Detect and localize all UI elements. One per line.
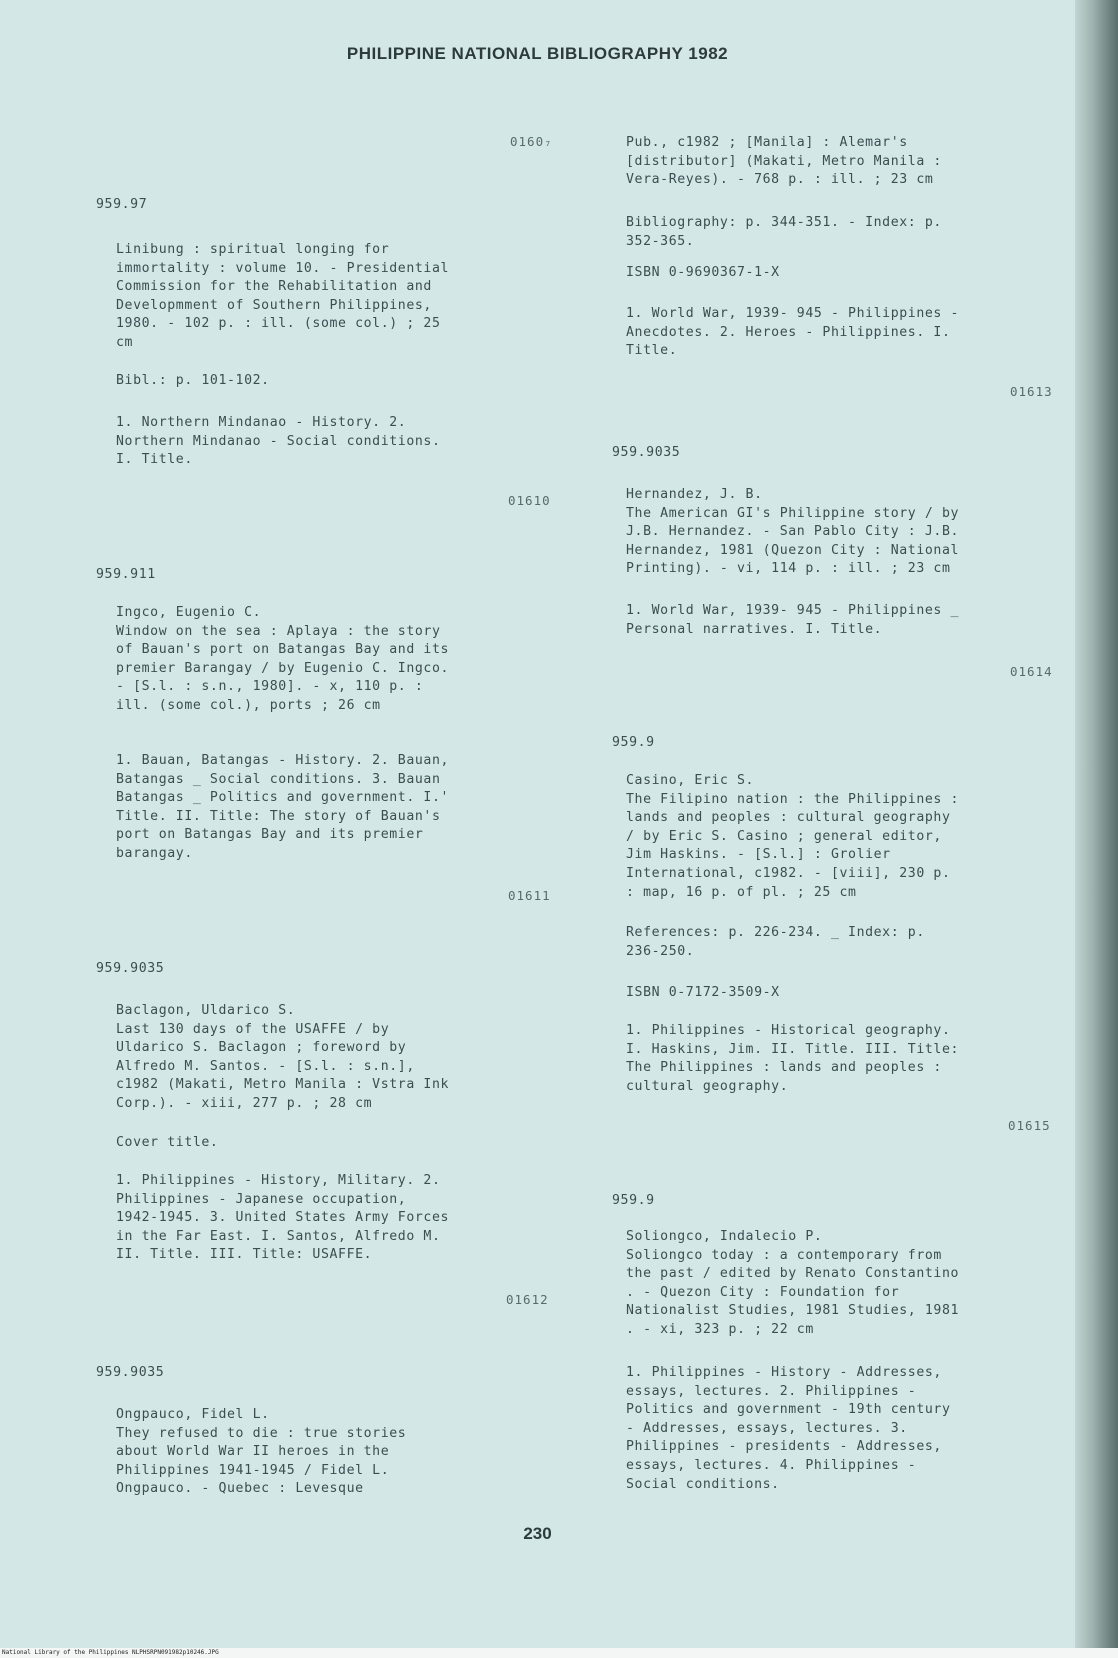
entry-notes: References: p. 226-234. _ Index: p. 236-250. <box>626 925 925 959</box>
page-number: 230 <box>523 1524 552 1543</box>
class-number: 959.9 <box>612 1193 655 1208</box>
book-spine-shadow <box>1075 0 1118 1648</box>
entry-isbn: ISBN 0-9690367-1-X <box>626 265 780 280</box>
entry-isbn: ISBN 0-7172-3509-X <box>626 985 780 1000</box>
control-number: 0160₇ <box>510 134 553 149</box>
entry-description: Ingco, Eugenio C. Window on the sea : Aplaya : the story of Bauan's port on Batangas Bay and its premier Barangay / by Eugenio C. Ingco. - [S.l. : s.n., 1980]. - x, 110 p. : ill. (some col.), ports ; 26 cm <box>116 605 450 713</box>
control-number: 01611 <box>508 888 551 903</box>
entry-subjects: 1. World War, 1939- 945 - Philippines _ Personal narratives. I. Title. <box>626 603 960 637</box>
control-number: 01614 <box>1010 664 1053 679</box>
entry-subjects: 1. Philippines - History - Addresses, essays, lectures. 2. Philippines - Politics and government - 19th century - Addresses, essays, lectures. 3. Philippines - presidents - Addresses, essays, lectures. 4. Philippines - Social conditions. <box>626 1365 951 1492</box>
entry-description: Casino, Eric S. The Filipino nation : the Philippines : lands and peoples : cultural geography / by Eric S. Casino ; general editor, Jim Haskins. - [S.l.] : Grolier International, c1982. - [viii], 230 p. : map, 16 p. of pl. ; 25 cm <box>626 773 960 900</box>
page-header: PHILIPPINE NATIONAL BIBLIOGRAPHY 1982 <box>346 44 729 63</box>
class-number: 959.911 <box>96 567 156 582</box>
control-number: 01610 <box>508 493 551 508</box>
control-number: 01615 <box>1008 1118 1051 1133</box>
class-number: 959.97 <box>96 197 148 212</box>
class-number: 959.9 <box>612 735 655 750</box>
entry-description: Pub., c1982 ; [Manila] : Alemar's [distributor] (Makati, Metro Manila : Vera-Reyes). - 768 p. : ill. ; 23 cm <box>626 135 942 188</box>
entry-description: Baclagon, Uldarico S. Last 130 days of the USAFFE / by Uldarico S. Baclagon ; foreword by Alfredo M. Santos. - [S.l. : s.n.], c1982 (Makati, Metro Manila : Vstra Ink Corp.). - xiii, 277 p. ; 28 cm <box>116 1003 450 1111</box>
entry-subjects: 1. Philippines - History, Military. 2. Philippines - Japanese occupation, 1942-1945. 3. United States Army Forces in the Far East. I. Santos, Alfredo M. II. Title. III. Title: USAFFE. <box>116 1173 450 1263</box>
entry-subjects: 1. Philippines - Historical geography. I. Haskins, Jim. II. Title. III. Title: The Philippines : lands and peoples : cultural geography. <box>626 1023 960 1094</box>
entry-notes: Bibliography: p. 344-351. - Index: p. 352-365. <box>626 215 942 249</box>
entry-description: Hernandez, J. B. The American GI's Philippine story / by J.B. Hernandez. - San Pablo City : J.B. Hernandez, 1981 (Quezon City : National Printing). - vi, 114 p. : ill. ; 23 cm <box>626 487 960 577</box>
entry-subjects: 1. Bauan, Batangas - History. 2. Bauan, Batangas _ Social conditions. 3. Bauan Batangas _ Politics and government. I.' Title. II. Title: The story of Bauan's port on Batangas Bay and its premier barangay. <box>116 753 450 861</box>
control-number: 01612 <box>506 1292 549 1307</box>
entry-subjects: 1. World War, 1939- 945 - Philippines - Anecdotes. 2. Heroes - Philippines. I. Title. <box>626 306 960 359</box>
class-number: 959.9035 <box>96 961 165 976</box>
entry-description: Soliongco, Indalecio P. Soliongco today : a contemporary from the past / edited by Renato Constantino . - Quezon City : Foundation for Nationalist Studies, 1981 Studies, 1981 . - xi, 323 p. ; 22 cm <box>626 1229 960 1337</box>
class-number: 959.9035 <box>96 1365 165 1380</box>
entry-notes: Cover title. <box>116 1135 219 1150</box>
entry-notes: Bibl.: p. 101-102. <box>116 373 270 388</box>
entry-description: Ongpauco, Fidel L. They refused to die : true stories about World War II heroes in the Philippines 1941-1945 / Fidel L. Ongpauco. - Quebec : Levesque <box>116 1407 407 1497</box>
class-number: 959.9035 <box>612 445 681 460</box>
scan-footer-text: National Library of the Philippines NLPHSRPN091982p10246.JPG <box>2 1649 219 1656</box>
entry-description: Linibung : spiritual longing for immortality : volume 10. - Presidential Commission for the Rehabilitation and Developmment of Southern Philippines, 1980. - 102 p. : ill. (some col.) ; 25 cm <box>116 242 450 350</box>
control-number: 01613 <box>1010 384 1053 399</box>
entry-subjects: 1. Northern Mindanao - History. 2. Northern Mindanao - Social conditions. I. Title. <box>116 415 441 468</box>
